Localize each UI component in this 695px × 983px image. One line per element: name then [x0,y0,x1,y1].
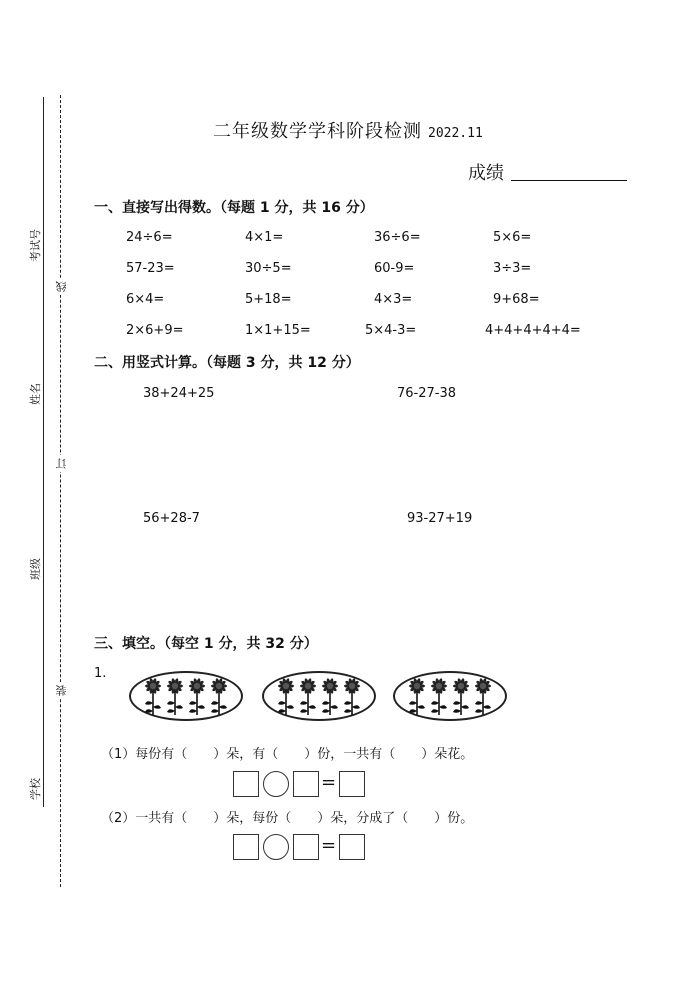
section3-heading: 三、填空。（每空 1 分，共 32 分） [94,636,318,652]
flower-icon [300,678,316,715]
flower-icon [189,678,205,715]
answer-box[interactable] [233,834,259,860]
class-label: 班级 [29,558,42,580]
fill-blank-question-2[interactable]: （2）一共有（ ）朵，每份（ ）朵，分成了（ ）份。 [101,811,474,826]
operator-circle[interactable] [263,771,289,797]
flower-icon [475,678,491,715]
binding-mark-line: 线 [54,278,70,295]
score-blank[interactable] [511,180,627,181]
title-text: 二年级数学学科阶段检测 [213,121,422,142]
flower-icon [431,678,447,715]
operator-circle[interactable] [263,834,289,860]
equation-boxes-1 [233,771,368,797]
oral-problem: 60-9= [374,261,415,276]
oral-problem: 5+18= [245,292,292,307]
oral-problem: 2×6+9= [126,323,184,338]
fill-blank-question-1[interactable]: （1）每份有（ ）朵，有（ ）份，一共有（ ）朵花。 [101,747,474,762]
answer-box[interactable] [339,834,365,860]
page-title [213,117,483,143]
oral-problem: 9+68= [493,292,540,307]
flower-icon [344,678,360,715]
vertical-calc-problem: 76-27-38 [397,386,457,401]
vertical-calc-problem: 56+28-7 [143,511,200,526]
oral-problem: 36÷6= [374,230,421,245]
vertical-calc-problem: 38+24+25 [143,386,215,401]
binding-line-dashed [60,95,61,887]
oral-problem: 5×4-3= [365,323,417,338]
oral-problem: 4+4+4+4+4= [485,323,581,338]
flower-icon [211,678,227,715]
score-label: 成绩 [468,163,504,184]
oral-problem: 57-23= [126,261,175,276]
flower-icon [322,678,338,715]
flowers-svg [395,673,505,719]
oral-problem: 24÷6= [126,230,173,245]
question-number: 1. [94,666,107,681]
flowers-svg [131,673,241,719]
flower-group [129,671,243,721]
flower-icon [167,678,183,715]
flower-icon [453,678,469,715]
binding-line-solid [43,97,44,807]
oral-problem: 1×1+15= [245,323,311,338]
oral-problem: 4×1= [245,230,284,245]
flower-icon [278,678,294,715]
answer-box[interactable] [293,771,319,797]
oral-problem: 4×3= [374,292,413,307]
flower-icon [145,678,161,715]
answer-box[interactable] [233,771,259,797]
oral-problem: 5×6= [493,230,532,245]
flower-group [393,671,507,721]
equation-boxes-2 [233,834,368,860]
oral-problem: 6×4= [126,292,165,307]
section2-heading: 二、用竖式计算。（每题 3 分，共 12 分） [94,355,360,371]
name-label: 姓名 [29,383,42,405]
binding-mark-bind: 装 [54,682,70,699]
vertical-calc-problem: 93-27+19 [407,511,473,526]
oral-problem: 3÷3= [493,261,532,276]
flowers-svg [264,673,374,719]
equals-sign: = [321,772,337,793]
equals-sign: = [321,835,337,856]
flower-group [262,671,376,721]
answer-box[interactable] [293,834,319,860]
section1-heading: 一、直接写出得数。（每题 1 分，共 16 分） [94,200,374,216]
flower-icon [409,678,425,715]
exam-number-label: 考试号 [29,229,42,262]
school-label: 学校 [29,778,42,800]
answer-box[interactable] [339,771,365,797]
binding-mark-staple: 订 [54,455,70,472]
exam-date: 2022.11 [428,126,483,141]
oral-problem: 30÷5= [245,261,292,276]
